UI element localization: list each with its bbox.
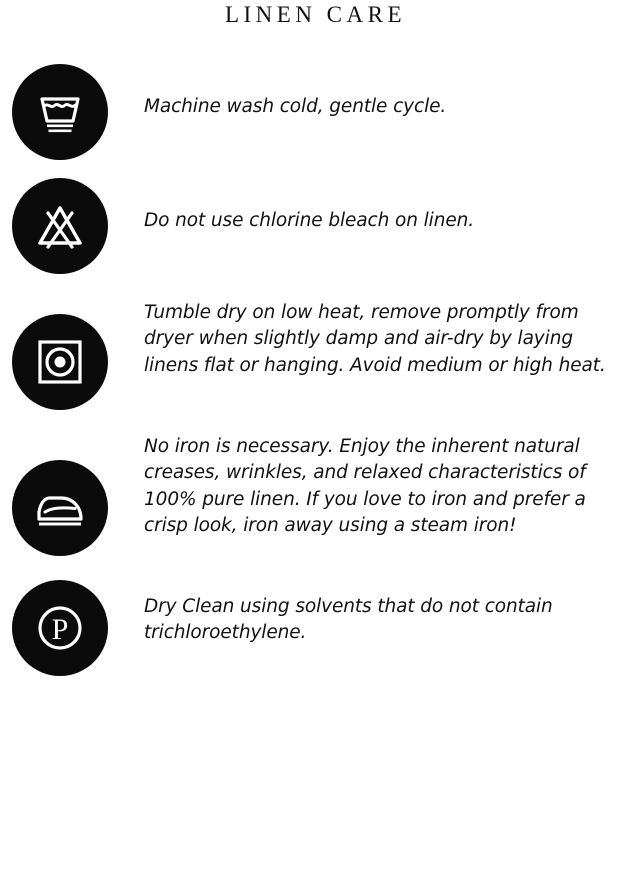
care-instructions-list xyxy=(0,64,631,676)
tumble-dry-low-icon xyxy=(12,314,108,410)
icon-cell xyxy=(12,572,108,676)
icon-cell xyxy=(12,178,108,274)
text-cell xyxy=(108,292,615,379)
icon-cell xyxy=(12,292,108,410)
page-title: LINEN CARE xyxy=(224,2,407,27)
care-instruction-text: No iron is necessary. Enjoy the inherent natural creases, wrinkles, and relaxed characteristics of 100% pure linen. If you love to iron and prefer a crisp look, iron away using a steam iron! xyxy=(144,436,586,536)
care-instruction-text: Machine wash cold, gentle cycle. xyxy=(144,96,447,117)
text-cell xyxy=(108,178,615,234)
text-cell xyxy=(108,64,615,120)
list-item xyxy=(0,426,631,556)
svg-text:P: P xyxy=(51,613,69,646)
list-item xyxy=(0,64,631,160)
text-cell xyxy=(108,426,615,539)
list-item xyxy=(0,572,631,676)
list-item xyxy=(0,178,631,274)
wash-tub-icon xyxy=(12,64,108,160)
dry-clean-p-icon xyxy=(12,580,108,676)
icon-cell xyxy=(12,64,108,160)
care-instruction-text: Dry Clean using solvents that do not contain trichloroethylene. xyxy=(144,596,553,644)
iron-icon xyxy=(12,460,108,556)
care-instruction-text: Tumble dry on low heat, remove promptly from dryer when slightly damp and air-dry by laying linens flat or hanging. Avoid medium or high heat. xyxy=(144,302,606,376)
do-not-bleach-triangle-icon xyxy=(12,178,108,274)
icon-cell xyxy=(12,426,108,556)
list-item xyxy=(0,292,631,410)
care-instruction-text: Do not use chlorine bleach on linen. xyxy=(144,210,475,231)
text-cell xyxy=(108,572,615,647)
